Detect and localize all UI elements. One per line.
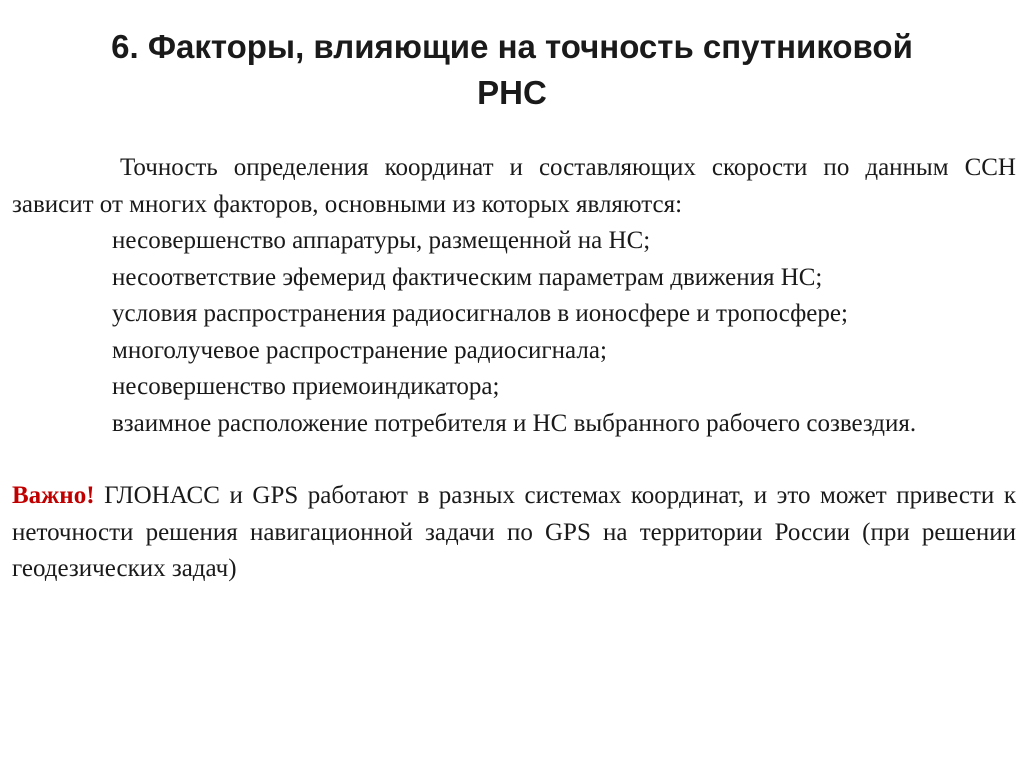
title-line-1: 6. Факторы, влияющие на точность спутниковой — [111, 28, 913, 65]
title-line-2: РНС — [477, 74, 547, 111]
factor-item: условия распространения радиосигналов в ионосфере и тропосфере; — [112, 300, 848, 327]
factor-item: несовершенство приемоиндикатора; — [112, 373, 500, 400]
factor-item: взаимное расположение потребителя и НС выбранного рабочего созвездия. — [112, 409, 917, 437]
important-label: Важно! — [12, 482, 95, 509]
factor-item: несовершенство аппаратуры, размещенной на НС; — [112, 227, 651, 254]
paragraph-spacer — [12, 442, 1016, 478]
factor-item: многолучевое распространение радиосигнала; — [112, 336, 607, 364]
intro-paragraph: Точность определения координат и составляющих скорости по данным ССН зависит от многих факторов, основными из которых являются: — [12, 154, 1016, 218]
factor-item: несоответствие эфемерид фактическим параметрам движения НС; — [112, 263, 823, 291]
page-title — [0, 24, 1024, 116]
important-note-text: ГЛОНАСС и GPS работают в разных системах координат, и это может привести к неточности решения навигационной задачи по GPS на территории России (при решении геодезических задач) — [12, 482, 1016, 582]
important-note — [12, 478, 1016, 588]
slide-body — [12, 150, 1016, 588]
